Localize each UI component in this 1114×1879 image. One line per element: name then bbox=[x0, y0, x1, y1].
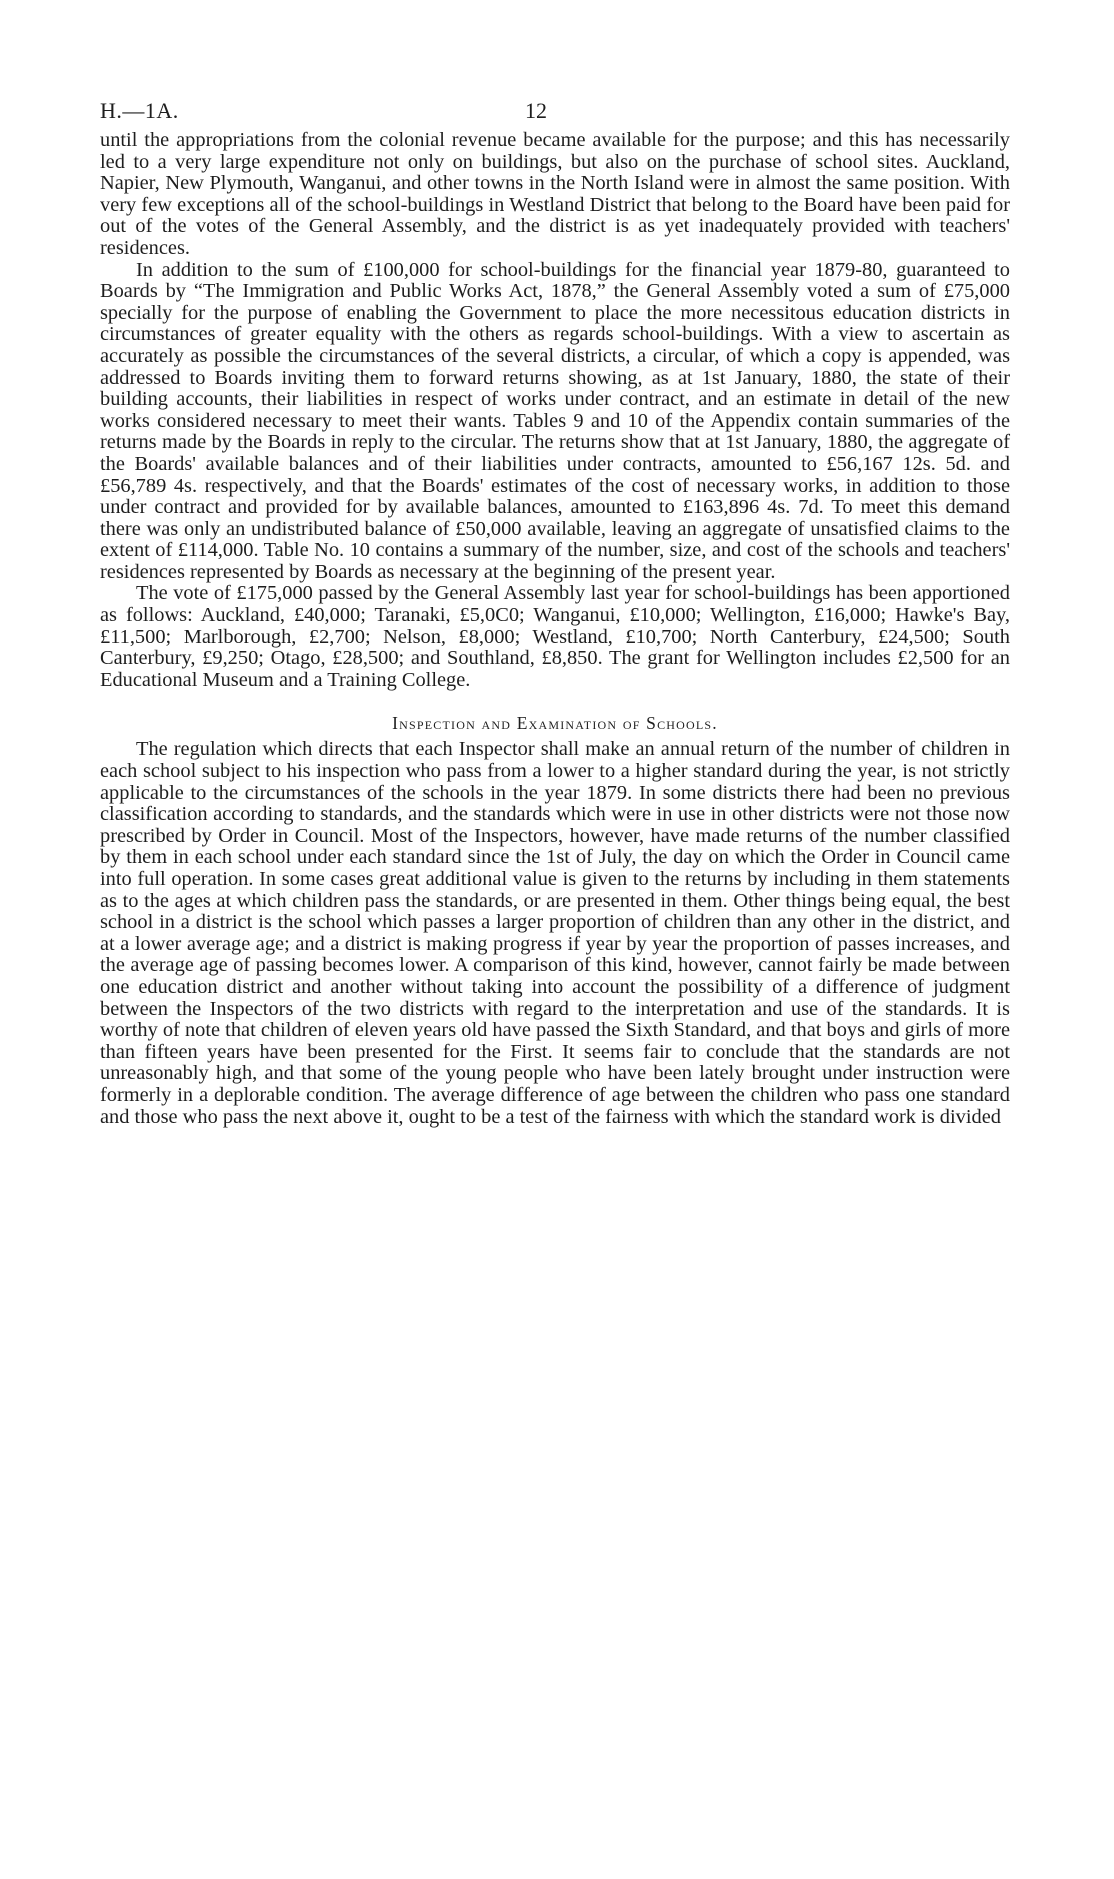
paragraph-school-buildings-vote: In addition to the sum of £100,000 for school-buildings for the financial year 1879-80, guaranteed to Boards by “The Immigration and Public Works Act, 1878,” the General Assembly voted a sum of £75,000 specially for the purpose of enabling the Government to place the more necessitous education districts in circumstances of greater equality with the others as regards school-buildings. With a view to ascertain as accurately as possible the circumstances of the several districts, a circular, of which a copy is appended, was addressed to Boards inviting them to forward returns showing, as at 1st January, 1880, the state of their building accounts, their liabilities in respect of works under contract, and an estimate in detail of the new works considered necessary to meet their wants. Tables 9 and 10 of the Appendix contain summaries of the returns made by the Boards in reply to the circular. The returns show that at 1st January, 1880, the aggregate of the Boards' available balances and of their liabilities under contracts, amounted to £56,167 12s. 5d. and £56,789 4s. respectively, and that the Boards' estimates of the cost of necessary works, in addition to those under contract and provided for by available balances, amounted to £163,896 4s. 7d. To meet this demand there was only an undistributed balance of £50,000 available, leaving an aggregate of unsatisfied claims to the extent of £114,000. Table No. 10 contains a summary of the number, size, and cost of the schools and teachers' residences represented by Boards as necessary at the beginning of the present year. bbox=[100, 258, 1010, 583]
paragraph-continuation: until the appropriations from the colonial revenue became available for the purpose; and this has necessarily led to a very large expenditure not only on buildings, but also on the purchase of school sites. Auckland, Napier, New Plymouth, Wanganui, and other towns in the North Island were in almost the same position. With very few exceptions all of the school-buildings in Westland District that belong to the Board have been paid for out of the votes of the General Assembly, and the district is as yet inadequately provided with teachers' residences. bbox=[100, 129, 1010, 259]
paragraph-apportionment: The vote of £175,000 passed by the General Assembly last year for school-buildings has been apportioned as follows: Auckland, £40,000; Taranaki, £5,0C0; Wanganui, £10,000; Wellington, £16,000; Hawke's Bay, £11,500; Marlborough, £2,700; Nelson, £8,000; Westland, £10,700; North Canterbury, £24,500; South Canterbury, £9,250; Otago, £28,500; and Southland, £8,850. The grant for Wellington includes £2,500 for an Educational Museum and a Training College. bbox=[100, 582, 1010, 691]
paragraph-inspection: The regulation which directs that each Inspector shall make an annual return of the number of children in each school subject to his inspection who pass from a lower to a higher standard during the year, is not strictly applicable to the circumstances of the schools in the year 1879. In some districts there had been no previous classification according to standards, and the standards which were in use in other districts were not those now prescribed by Order in Council. Most of the Inspectors, however, have made returns of the number classified by them in each school under each standard since the 1st of July, the day on which the Order in Council came into full operation. In some cases great additional value is given to the returns by including in them statements as to the ages at which children pass the standards, or are presented in them. Other things being equal, the best school in a district is the school which passes a larger proportion of children than any other in the district, and at a lower average age; and a district is making progress if year by year the proportion of passes increases, and the average age of passing becomes lower. A comparison of this kind, however, cannot fairly be made between one education district and another without taking into account the possibility of a difference of judgment between the Inspectors of the two districts with regard to the interpretation and use of the standards. It is worthy of note that children of eleven years old have passed the Sixth Standard, and that boys and girls of more than fifteen years have been presented for the First. It seems fair to conclude that the standards are not unreasonably high, and that some of the young people who have been lately brought under instruction were formerly in a deplorable condition. The average difference of age between the children who pass one standard and those who pass the next above it, ought to be a test of the fairness with which the standard work is divided bbox=[100, 738, 1010, 1128]
section-heading: Inspection and Examination of Schools. bbox=[392, 713, 718, 734]
running-head bbox=[100, 90, 1010, 130]
page-number: 12 bbox=[525, 98, 547, 123]
document-reference: H.—1A. bbox=[100, 98, 179, 123]
document-page bbox=[100, 90, 1010, 1128]
